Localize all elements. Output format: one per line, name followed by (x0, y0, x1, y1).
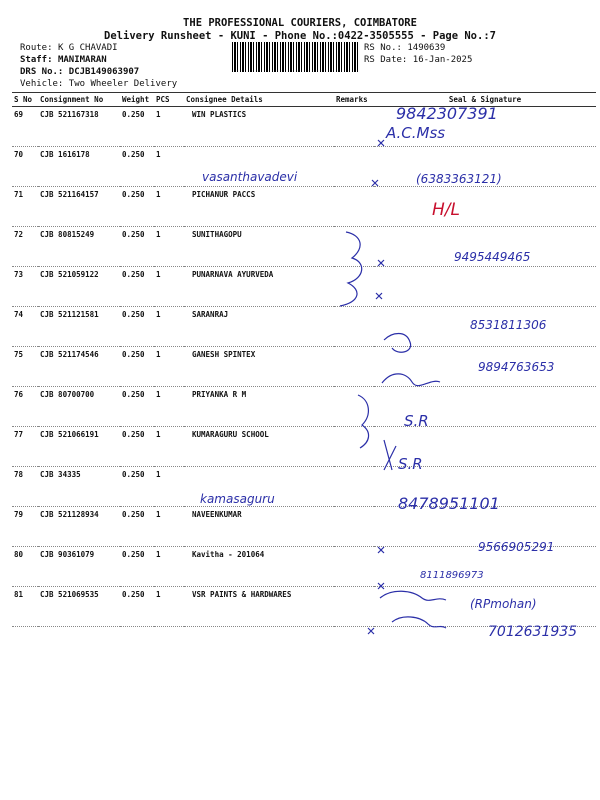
hw-row74-phone: 8531811306 (470, 318, 547, 332)
sno-cell: 72 (12, 227, 38, 267)
pcs-cell: 1 (154, 387, 184, 427)
hw-row80-phone: 8111896973 (420, 570, 484, 581)
consignee-cell: SARANRAJ (184, 307, 334, 347)
col-consignee: Consignee Details (184, 93, 334, 107)
consignee-cell: KUMARAGURU SCHOOL (184, 427, 334, 467)
consignee-cell: GANESH SPINTEX (184, 347, 334, 387)
consignee-cell: SUNITHAGOPU (184, 227, 334, 267)
pcs-cell: 1 (154, 587, 184, 627)
hw-row77-signature: S.R (398, 455, 423, 473)
sno-cell: 73 (12, 267, 38, 307)
sno-cell: 81 (12, 587, 38, 627)
consignment-cell: CJB 521167318 (38, 107, 120, 147)
hw-row72-phone: 9495449465 (454, 250, 531, 264)
col-remarks: Remarks (334, 93, 374, 107)
sno-cell: 70 (12, 147, 38, 187)
weight-cell: 0.250 (120, 587, 154, 627)
rs-no-label: RS No.: (364, 43, 402, 53)
consignment-cell: CJB 90361079 (38, 547, 120, 587)
consignee-cell: PUNARNAVA AYURVEDA (184, 267, 334, 307)
sno-cell: 69 (12, 107, 38, 147)
col-signature: Seal & Signature (374, 93, 596, 107)
consignment-cell: CJB 521174546 (38, 347, 120, 387)
consignment-cell: CJB 34335 (38, 467, 120, 507)
consignee-cell: VSR PAINTS & HARDWARES (184, 587, 334, 627)
rs-date-label: RS Date: (364, 55, 408, 65)
weight-cell: 0.250 (120, 147, 154, 187)
hw-row71-phone: (6383363121) (416, 172, 502, 186)
weight-cell: 0.250 (120, 347, 154, 387)
pcs-cell: 1 (154, 507, 184, 547)
consignment-cell: CJB 1616178 (38, 147, 120, 187)
hw-row79-phone: 9566905291 (478, 540, 555, 554)
col-weight: Weight (120, 93, 154, 107)
consignee-cell: NAVEENKUMAR (184, 507, 334, 547)
pcs-cell: 1 (154, 147, 184, 187)
pcs-cell: 1 (154, 547, 184, 587)
pcs-cell: 1 (154, 467, 184, 507)
sno-cell: 80 (12, 547, 38, 587)
drs-label: DRS No.: (20, 67, 64, 77)
weight-cell: 0.250 (120, 267, 154, 307)
pcs-cell: 1 (154, 427, 184, 467)
hw-row75-phone: 9894763653 (478, 360, 555, 374)
route-value: K G CHAVADI (57, 43, 118, 53)
hw-row69-signature: A.C.Mss (386, 124, 446, 142)
hw-row81-name: (RPmohan) (470, 597, 537, 611)
hw-row69-phone: 9842307391 (396, 104, 498, 123)
consignee-cell: PRIYANKA R M (184, 387, 334, 427)
runsheet-title: THE PROFESSIONAL COURIERS, COIMBATORE (183, 17, 417, 29)
sno-cell: 76 (12, 387, 38, 427)
hw-row76-signature: S.R (404, 412, 429, 430)
consignment-cell: CJB 521164157 (38, 187, 120, 227)
pcs-cell: 1 (154, 187, 184, 227)
staff-value: MANIMARAN (57, 55, 107, 65)
hw-row70-name: vasanthavadevi (202, 170, 298, 184)
weight-cell: 0.250 (120, 507, 154, 547)
consignment-cell: CJB 521121581 (38, 307, 120, 347)
weight-cell: 0.250 (120, 387, 154, 427)
consignment-cell: CJB 521128934 (38, 507, 120, 547)
hw-row81-phone: 7012631935 (488, 624, 578, 640)
sno-cell: 79 (12, 507, 38, 547)
pcs-cell: 1 (154, 347, 184, 387)
drs-value: DCJB149063907 (68, 67, 140, 77)
staff-label: Staff: (20, 55, 53, 65)
sno-cell: 71 (12, 187, 38, 227)
sno-cell: 74 (12, 307, 38, 347)
weight-cell: 0.250 (120, 187, 154, 227)
consignment-cell: CJB 80815249 (38, 227, 120, 267)
consignee-cell: WIN PLASTICS (184, 107, 334, 147)
sno-cell: 77 (12, 427, 38, 467)
consignment-cell: CJB 521059122 (38, 267, 120, 307)
rs-no-value: 1490639 (407, 43, 446, 53)
sno-cell: 75 (12, 347, 38, 387)
consignee-cell: Kavitha - 201064 (184, 547, 334, 587)
weight-cell: 0.250 (120, 307, 154, 347)
runsheet-subtitle: Delivery Runsheet - KUNI - Phone No.:0422-3505555 - Page No.:7 (104, 30, 496, 42)
col-sno: S No (12, 93, 38, 107)
consignment-cell: CJB 521066191 (38, 427, 120, 467)
hw-row71-mark: H/L (432, 200, 460, 220)
pcs-cell: 1 (154, 307, 184, 347)
consignment-cell: CJB 80700700 (38, 387, 120, 427)
col-pcs: PCS (154, 93, 184, 107)
rs-date-value: 16-Jan-2025 (412, 55, 473, 65)
hw-row78-name: kamasaguru (200, 492, 275, 506)
vehicle-value: Two Wheeler Delivery (68, 79, 178, 89)
pcs-cell: 1 (154, 267, 184, 307)
weight-cell: 0.250 (120, 467, 154, 507)
pcs-cell: 1 (154, 107, 184, 147)
consignment-cell: CJB 521069535 (38, 587, 120, 627)
weight-cell: 0.250 (120, 107, 154, 147)
weight-cell: 0.250 (120, 427, 154, 467)
weight-cell: 0.250 (120, 227, 154, 267)
weight-cell: 0.250 (120, 547, 154, 587)
consignee-cell: PICHANUR PACCS (184, 187, 334, 227)
pcs-cell: 1 (154, 227, 184, 267)
route-label: Route: (20, 43, 53, 53)
col-consignment: Consignment No (38, 93, 120, 107)
sno-cell: 78 (12, 467, 38, 507)
hw-row78-phone: 8478951101 (398, 494, 500, 513)
vehicle-label: Vehicle: (20, 79, 64, 89)
